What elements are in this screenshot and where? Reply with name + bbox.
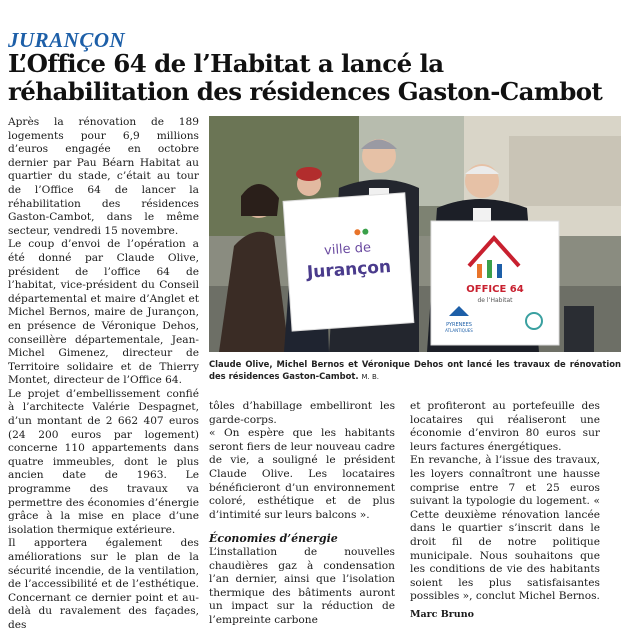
article-column-1 xyxy=(8,116,199,633)
sign-jurancon-line2: Jurançon xyxy=(306,257,392,283)
office64-sign xyxy=(431,221,559,345)
paragraph: Le coup d’envoi de l’opération a été donné par Claude Olive, président de l’office 64 de l’habitat, vice-président du Conseil départemental et maire d’Anglet et Michel Bernos, maire de Jurançon, en présence de Véronique Dehos, conseillère départementale, Jean-Michel Gimenez, directeur de Territoire solidaire et de Thierry Montet, directeur de l’Office 64. xyxy=(8,238,199,387)
paragraph: tôles d’habillage embelliront les garde-corps. xyxy=(209,400,395,426)
jurancon-sign xyxy=(283,193,414,331)
article-column-2 xyxy=(209,400,395,628)
photo-illustration xyxy=(209,116,621,352)
sign-jurancon-line1: ville de xyxy=(323,240,372,259)
paragraph: L’installation de nouvelles chaudières gaz à condensation l’an dernier, ainsi que l’isolation thermique des bâtiments auront un impact sur la réduction de l’empreinte carbone xyxy=(209,545,395,626)
photo-credit: M. B. xyxy=(361,373,380,381)
paragraph: Le projet d’embellissement confié à l’architecte Valérie Despagnet, d’un montant de 2 662 407 euros (24 200 euros par logement) concerne 110 appartements dans quatre immeubles, dont le plus ancien date de 1963. Le programme des travaux va permettre des économies d’énergie grâce à la mise en place d’une isolation thermique extérieure. xyxy=(8,387,199,536)
article-headline: L’Office 64 de l’Habitat a lancé la réhabilitation des résidences Gaston-Cambot xyxy=(8,49,603,106)
article-column-3 xyxy=(410,400,600,622)
author-signature: Marc Bruno xyxy=(410,608,474,620)
article-photo xyxy=(209,116,621,352)
photo-caption xyxy=(209,358,621,383)
article-subhead: Économies d’énergie xyxy=(209,532,338,546)
paragraph: Après la rénovation de 189 logements pour 6,9 millions d’euros engagée en octobre dernier par Pau Béarn Habitat au quartier du stade, c’était au tour de l’Office 64 de lancer la réhabilitation des résidences Gaston-Cambot, dans le même secteur, vendredi 15 novembre. xyxy=(8,116,199,237)
section-kicker: JURANÇON xyxy=(8,28,126,52)
sign-office-line2: de l’Habitat xyxy=(477,297,513,304)
paragraph: Il apportera également des améliorations sur le plan de la sécurité incendie, de la ventilation, de l’accessibilité et de l’esthétique. Concernant ce dernier point et au-delà du ravalement des façades, des xyxy=(8,537,199,631)
paragraph: En revanche, à l’issue des travaux, les loyers connaîtront une hausse comprise entre 7 et 25 euros suivant la typologie du logement. « Cette deuxième rénovation lancée dans le quartier s’inscrit dans le droit fil de notre politique municipale. Nous souhaitons que les conditions de vie des habitants soient les plus satisfaisantes possibles », conclut Michel Bernos. xyxy=(410,454,600,603)
sign-office-line1: OFFICE 64 xyxy=(466,284,524,295)
sign-office-small1: PYRENEES xyxy=(446,322,472,328)
paragraph: « On espère que les habitants seront fiers de leur nouveau cadre de vie, a souligné le président Claude Olive. Les locataires bénéficieront d’un environnement coloré, esthétique et de plus d’intimité sur leurs balcons ». xyxy=(209,427,395,521)
caption-text: Claude Olive, Michel Bernos et Véronique Dehos ont lancé les travaux de rénovation des résidences Gaston-Cambot. xyxy=(209,359,621,381)
paragraph: et profiteront au portefeuille des locataires qui réaliseront une économie d’environ 80 euros sur leurs factures énergétiques. xyxy=(410,400,600,453)
sign-office-small2: ATLANTIQUES xyxy=(445,328,473,333)
